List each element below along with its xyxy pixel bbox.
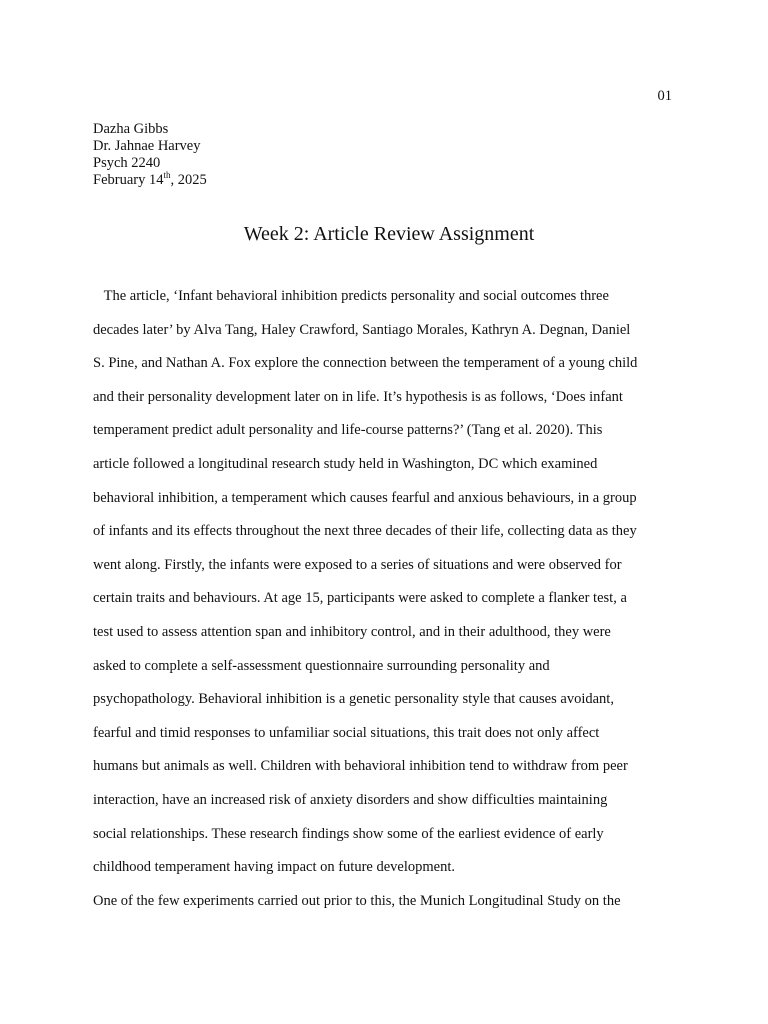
- date-month-day: February 14: [93, 172, 164, 188]
- body-line: behavioral inhibition, a temperament which causes fearful and anxious behaviours, in a group: [93, 489, 637, 506]
- body-line: decades later’ by Alva Tang, Haley Crawford, Santiago Morales, Kathryn A. Degnan, Daniel: [93, 321, 631, 338]
- body-line: humans but animals as well. Children with behavioral inhibition tend to withdraw from peer: [93, 758, 628, 775]
- body-line: article followed a longitudinal research study held in Washington, DC which examined: [93, 455, 598, 472]
- assignment-heading: [93, 121, 207, 189]
- date-ordinal-suffix: th: [163, 170, 171, 181]
- body-line: psychopathology. Behavioral inhibition is a genetic personality style that causes avoidant,: [93, 691, 614, 708]
- instructor-name: Dr. Jahnae Harvey: [93, 138, 201, 154]
- body-line: The article, ‘Infant behavioral inhibition predicts personality and social outcomes three: [93, 288, 609, 304]
- body-line: test used to assess attention span and inhibitory control, and in their adulthood, they were: [93, 623, 611, 640]
- document-title: Week 2: Article Review Assignment: [243, 223, 535, 245]
- student-name: Dazha Gibbs: [93, 121, 169, 137]
- body-paragraphs: [93, 280, 693, 918]
- body-line: social relationships. These research findings show some of the earliest evidence of early: [93, 825, 604, 842]
- submission-date: [93, 172, 207, 189]
- body-line: temperament predict adult personality and life-course patterns?’ (Tang et al. 2020). This: [93, 422, 603, 439]
- body-line: certain traits and behaviours. At age 15, participants were asked to complete a flanker test, a: [93, 590, 627, 607]
- body-line: childhood temperament having impact on future development.: [93, 859, 455, 876]
- body-line: S. Pine, and Nathan A. Fox explore the connection between the temperament of a young child: [93, 355, 638, 372]
- body-line: of infants and its effects throughout the next three decades of their life, collecting data as they: [93, 523, 637, 540]
- page-number: 01: [657, 88, 672, 104]
- course-name: Psych 2240: [93, 155, 161, 171]
- body-line: fearful and timid responses to unfamiliar social situations, this trait does not only affect: [93, 724, 600, 741]
- body-line: interaction, have an increased risk of anxiety disorders and show difficulties maintaining: [93, 791, 608, 808]
- body-line: asked to complete a self-assessment questionnaire surrounding personality and: [93, 657, 550, 674]
- body-line: and their personality development later on in life. It’s hypothesis is as follows, ‘Does infant: [93, 388, 623, 405]
- body-line: went along. Firstly, the infants were exposed to a series of situations and were observed for: [93, 556, 622, 573]
- date-year: , 2025: [170, 172, 207, 188]
- body-line: One of the few experiments carried out prior to this, the Munich Longitudinal Study on the: [93, 892, 621, 909]
